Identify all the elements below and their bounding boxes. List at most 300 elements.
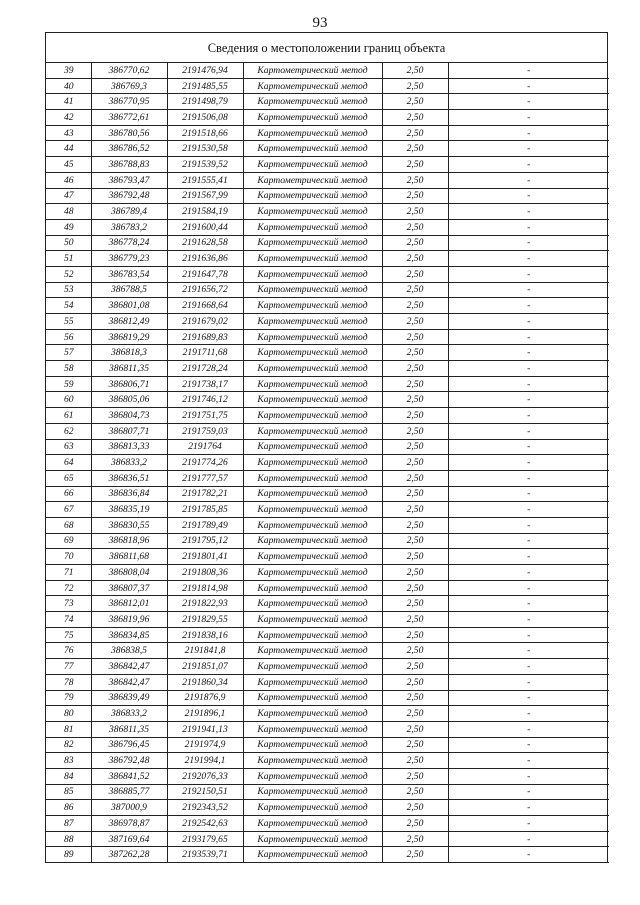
cell-accuracy: 2,50 (382, 266, 448, 282)
cell-coord-y: 2191728,24 (167, 361, 243, 377)
cell-coord-y: 2191896,1 (167, 706, 243, 722)
cell-description: - (448, 63, 609, 78)
table-row (46, 470, 609, 486)
cell-point-number: 59 (46, 376, 91, 392)
cell-coord-x: 387169,64 (91, 831, 167, 847)
page-number: 93 (312, 15, 328, 31)
cell-description: - (448, 831, 609, 847)
cell-point-number: 81 (46, 721, 91, 737)
cell-description: - (448, 172, 609, 188)
table-row (46, 627, 609, 643)
cell-description: - (448, 816, 609, 832)
table-row (46, 157, 609, 173)
cell-point-number: 60 (46, 392, 91, 408)
cell-point-number: 50 (46, 235, 91, 251)
cell-method: Картометрический метод (243, 298, 382, 314)
cell-coord-x: 386833,2 (91, 706, 167, 722)
cell-description: - (448, 565, 609, 581)
table-row (46, 565, 609, 581)
cell-method: Картометрический метод (243, 94, 382, 110)
cell-method: Картометрический метод (243, 565, 382, 581)
cell-method: Картометрический метод (243, 690, 382, 706)
section-title: Сведения о местоположении границ объекта (46, 33, 607, 63)
cell-coord-y: 2191738,17 (167, 376, 243, 392)
cell-method: Картометрический метод (243, 188, 382, 204)
table-row (46, 141, 609, 157)
cell-description: - (448, 470, 609, 486)
cell-point-number: 63 (46, 439, 91, 455)
cell-method: Картометрический метод (243, 659, 382, 675)
cell-coord-x: 386811,35 (91, 361, 167, 377)
cell-accuracy: 2,50 (382, 235, 448, 251)
cell-accuracy: 2,50 (382, 502, 448, 518)
cell-coord-y: 2191584,19 (167, 204, 243, 220)
cell-method: Картометрический метод (243, 172, 382, 188)
cell-coord-y: 2191600,44 (167, 219, 243, 235)
cell-description: - (448, 753, 609, 769)
cell-accuracy: 2,50 (382, 110, 448, 126)
cell-description: - (448, 235, 609, 251)
table-row (46, 172, 609, 188)
table-row (46, 439, 609, 455)
cell-description: - (448, 219, 609, 235)
cell-accuracy: 2,50 (382, 78, 448, 94)
cell-description: - (448, 157, 609, 173)
cell-method: Картометрический метод (243, 392, 382, 408)
boundary-coordinates-sheet (45, 32, 608, 863)
cell-coord-y: 2192542,63 (167, 816, 243, 832)
table-row (46, 188, 609, 204)
cell-point-number: 54 (46, 298, 91, 314)
cell-accuracy: 2,50 (382, 486, 448, 502)
cell-accuracy: 2,50 (382, 784, 448, 800)
table-row (46, 219, 609, 235)
cell-method: Картометрический метод (243, 627, 382, 643)
cell-accuracy: 2,50 (382, 172, 448, 188)
cell-accuracy: 2,50 (382, 423, 448, 439)
cell-point-number: 65 (46, 470, 91, 486)
cell-accuracy: 2,50 (382, 768, 448, 784)
cell-point-number: 87 (46, 816, 91, 832)
cell-description: - (448, 251, 609, 267)
cell-method: Картометрический метод (243, 721, 382, 737)
cell-description: - (448, 502, 609, 518)
cell-coord-x: 386836,84 (91, 486, 167, 502)
table-row (46, 329, 609, 345)
cell-coord-y: 2191518,66 (167, 125, 243, 141)
cell-accuracy: 2,50 (382, 831, 448, 847)
cell-point-number: 85 (46, 784, 91, 800)
cell-description: - (448, 517, 609, 533)
cell-description: - (448, 721, 609, 737)
table-row (46, 768, 609, 784)
cell-description: - (448, 737, 609, 753)
cell-method: Картометрический метод (243, 361, 382, 377)
cell-accuracy: 2,50 (382, 643, 448, 659)
cell-coord-x: 386833,2 (91, 455, 167, 471)
cell-point-number: 73 (46, 596, 91, 612)
cell-point-number: 48 (46, 204, 91, 220)
cell-coord-x: 386778,24 (91, 235, 167, 251)
cell-description: - (448, 361, 609, 377)
table-row (46, 659, 609, 675)
cell-point-number: 57 (46, 345, 91, 361)
cell-accuracy: 2,50 (382, 204, 448, 220)
cell-accuracy: 2,50 (382, 847, 448, 863)
cell-method: Картометрический метод (243, 204, 382, 220)
table-row (46, 361, 609, 377)
cell-method: Картометрический метод (243, 706, 382, 722)
cell-point-number: 79 (46, 690, 91, 706)
cell-coord-x: 386788,83 (91, 157, 167, 173)
cell-accuracy: 2,50 (382, 674, 448, 690)
cell-description: - (448, 376, 609, 392)
cell-accuracy: 2,50 (382, 816, 448, 832)
cell-accuracy: 2,50 (382, 690, 448, 706)
cell-accuracy: 2,50 (382, 800, 448, 816)
cell-method: Картометрический метод (243, 517, 382, 533)
cell-coord-x: 386789,4 (91, 204, 167, 220)
cell-coord-x: 386792,48 (91, 188, 167, 204)
cell-coord-x: 386770,62 (91, 63, 167, 78)
cell-coord-x: 386804,73 (91, 408, 167, 424)
cell-coord-y: 2193179,65 (167, 831, 243, 847)
cell-description: - (448, 188, 609, 204)
cell-description: - (448, 329, 609, 345)
cell-accuracy: 2,50 (382, 314, 448, 330)
cell-description: - (448, 78, 609, 94)
cell-coord-y: 2191530,58 (167, 141, 243, 157)
cell-point-number: 68 (46, 517, 91, 533)
cell-accuracy: 2,50 (382, 439, 448, 455)
cell-accuracy: 2,50 (382, 517, 448, 533)
cell-method: Картометрический метод (243, 831, 382, 847)
cell-accuracy: 2,50 (382, 392, 448, 408)
cell-method: Картометрический метод (243, 125, 382, 141)
cell-description: - (448, 784, 609, 800)
cell-coord-x: 386808,04 (91, 565, 167, 581)
cell-coord-y: 2191777,57 (167, 470, 243, 486)
table-row (46, 408, 609, 424)
cell-coord-y: 2191476,94 (167, 63, 243, 78)
cell-coord-y: 2193539,71 (167, 847, 243, 863)
coordinates-table-body (46, 63, 609, 863)
coordinates-table (46, 63, 609, 863)
table-row (46, 423, 609, 439)
cell-coord-y: 2191656,72 (167, 282, 243, 298)
cell-accuracy: 2,50 (382, 361, 448, 377)
cell-point-number: 84 (46, 768, 91, 784)
cell-point-number: 83 (46, 753, 91, 769)
cell-method: Картометрический метод (243, 816, 382, 832)
cell-coord-x: 386807,71 (91, 423, 167, 439)
cell-coord-y: 2191795,12 (167, 533, 243, 549)
cell-point-number: 47 (46, 188, 91, 204)
cell-point-number: 39 (46, 63, 91, 78)
cell-description: - (448, 345, 609, 361)
cell-point-number: 55 (46, 314, 91, 330)
cell-coord-x: 386978,87 (91, 816, 167, 832)
table-row (46, 706, 609, 722)
cell-coord-x: 386811,35 (91, 721, 167, 737)
table-row (46, 533, 609, 549)
cell-method: Картометрический метод (243, 439, 382, 455)
cell-coord-y: 2191838,16 (167, 627, 243, 643)
cell-coord-y: 2191647,78 (167, 266, 243, 282)
cell-coord-x: 386786,52 (91, 141, 167, 157)
cell-point-number: 58 (46, 361, 91, 377)
table-row (46, 314, 609, 330)
cell-accuracy: 2,50 (382, 549, 448, 565)
cell-coord-y: 2191751,75 (167, 408, 243, 424)
table-row (46, 376, 609, 392)
cell-point-number: 67 (46, 502, 91, 518)
cell-method: Картометрический метод (243, 470, 382, 486)
cell-coord-y: 2191789,49 (167, 517, 243, 533)
table-row (46, 784, 609, 800)
cell-accuracy: 2,50 (382, 596, 448, 612)
table-row (46, 737, 609, 753)
cell-description: - (448, 612, 609, 628)
cell-method: Картометрический метод (243, 533, 382, 549)
cell-point-number: 66 (46, 486, 91, 502)
cell-description: - (448, 627, 609, 643)
cell-accuracy: 2,50 (382, 470, 448, 486)
cell-coord-x: 386796,45 (91, 737, 167, 753)
cell-coord-y: 2191841,8 (167, 643, 243, 659)
table-row (46, 721, 609, 737)
cell-coord-x: 386819,96 (91, 612, 167, 628)
cell-coord-y: 2191801,41 (167, 549, 243, 565)
cell-description: - (448, 800, 609, 816)
cell-coord-x: 386842,47 (91, 659, 167, 675)
cell-description: - (448, 847, 609, 863)
cell-coord-x: 386835,19 (91, 502, 167, 518)
cell-point-number: 77 (46, 659, 91, 675)
cell-coord-y: 2191860,34 (167, 674, 243, 690)
cell-coord-y: 2191679,02 (167, 314, 243, 330)
cell-method: Картометрический метод (243, 376, 382, 392)
cell-point-number: 53 (46, 282, 91, 298)
cell-method: Картометрический метод (243, 800, 382, 816)
cell-description: - (448, 125, 609, 141)
cell-coord-x: 386818,96 (91, 533, 167, 549)
table-row (46, 298, 609, 314)
cell-accuracy: 2,50 (382, 659, 448, 675)
table-row (46, 816, 609, 832)
cell-accuracy: 2,50 (382, 627, 448, 643)
cell-point-number: 74 (46, 612, 91, 628)
cell-coord-x: 386812,49 (91, 314, 167, 330)
cell-coord-y: 2191764 (167, 439, 243, 455)
cell-description: - (448, 392, 609, 408)
cell-coord-x: 386806,71 (91, 376, 167, 392)
cell-coord-x: 386838,5 (91, 643, 167, 659)
cell-method: Картометрический метод (243, 784, 382, 800)
table-row (46, 580, 609, 596)
cell-coord-y: 2191746,12 (167, 392, 243, 408)
cell-method: Картометрический метод (243, 674, 382, 690)
cell-coord-x: 386792,48 (91, 753, 167, 769)
table-row (46, 455, 609, 471)
cell-coord-y: 2191689,83 (167, 329, 243, 345)
cell-coord-y: 2191785,85 (167, 502, 243, 518)
cell-point-number: 43 (46, 125, 91, 141)
cell-accuracy: 2,50 (382, 63, 448, 78)
cell-point-number: 52 (46, 266, 91, 282)
cell-coord-x: 386788,5 (91, 282, 167, 298)
cell-accuracy: 2,50 (382, 737, 448, 753)
cell-method: Картометрический метод (243, 157, 382, 173)
cell-coord-x: 386836,51 (91, 470, 167, 486)
cell-description: - (448, 690, 609, 706)
cell-coord-y: 2191628,58 (167, 235, 243, 251)
cell-coord-x: 386830,55 (91, 517, 167, 533)
cell-point-number: 69 (46, 533, 91, 549)
cell-accuracy: 2,50 (382, 298, 448, 314)
cell-method: Картометрический метод (243, 314, 382, 330)
cell-point-number: 49 (46, 219, 91, 235)
cell-accuracy: 2,50 (382, 721, 448, 737)
cell-point-number: 88 (46, 831, 91, 847)
cell-point-number: 72 (46, 580, 91, 596)
table-row (46, 486, 609, 502)
cell-accuracy: 2,50 (382, 408, 448, 424)
cell-accuracy: 2,50 (382, 251, 448, 267)
cell-coord-x: 386842,47 (91, 674, 167, 690)
cell-method: Картометрический метод (243, 737, 382, 753)
cell-description: - (448, 423, 609, 439)
cell-accuracy: 2,50 (382, 565, 448, 581)
table-row (46, 831, 609, 847)
cell-accuracy: 2,50 (382, 345, 448, 361)
cell-method: Картометрический метод (243, 643, 382, 659)
cell-point-number: 75 (46, 627, 91, 643)
cell-point-number: 70 (46, 549, 91, 565)
cell-coord-y: 2191876,9 (167, 690, 243, 706)
cell-point-number: 71 (46, 565, 91, 581)
table-row (46, 110, 609, 126)
cell-coord-y: 2192343,52 (167, 800, 243, 816)
cell-coord-y: 2191555,41 (167, 172, 243, 188)
table-row (46, 643, 609, 659)
cell-description: - (448, 282, 609, 298)
table-row (46, 204, 609, 220)
cell-method: Картометрический метод (243, 282, 382, 298)
cell-coord-x: 386812,01 (91, 596, 167, 612)
cell-description: - (448, 314, 609, 330)
cell-point-number: 82 (46, 737, 91, 753)
cell-description: - (448, 266, 609, 282)
cell-coord-x: 386770,95 (91, 94, 167, 110)
cell-coord-y: 2191711,68 (167, 345, 243, 361)
cell-method: Картометрический метод (243, 423, 382, 439)
cell-description: - (448, 486, 609, 502)
cell-coord-x: 386811,68 (91, 549, 167, 565)
cell-accuracy: 2,50 (382, 188, 448, 204)
cell-description: - (448, 643, 609, 659)
table-row (46, 674, 609, 690)
cell-coord-x: 386807,37 (91, 580, 167, 596)
cell-method: Картометрический метод (243, 235, 382, 251)
table-row (46, 266, 609, 282)
cell-accuracy: 2,50 (382, 455, 448, 471)
cell-point-number: 44 (46, 141, 91, 157)
table-row (46, 596, 609, 612)
cell-point-number: 76 (46, 643, 91, 659)
table-row (46, 753, 609, 769)
cell-coord-y: 2191814,98 (167, 580, 243, 596)
cell-description: - (448, 549, 609, 565)
cell-method: Картометрический метод (243, 753, 382, 769)
cell-coord-y: 2191808,36 (167, 565, 243, 581)
cell-coord-y: 2191822,93 (167, 596, 243, 612)
cell-accuracy: 2,50 (382, 706, 448, 722)
cell-point-number: 56 (46, 329, 91, 345)
cell-method: Картометрический метод (243, 345, 382, 361)
cell-point-number: 89 (46, 847, 91, 863)
cell-coord-y: 2191506,08 (167, 110, 243, 126)
cell-description: - (448, 408, 609, 424)
cell-description: - (448, 706, 609, 722)
cell-coord-x: 387000,9 (91, 800, 167, 816)
cell-accuracy: 2,50 (382, 533, 448, 549)
cell-coord-y: 2192076,33 (167, 768, 243, 784)
cell-coord-y: 2191759,03 (167, 423, 243, 439)
cell-coord-y: 2191539,52 (167, 157, 243, 173)
cell-accuracy: 2,50 (382, 329, 448, 345)
cell-coord-x: 386885,77 (91, 784, 167, 800)
cell-method: Картометрический метод (243, 78, 382, 94)
cell-coord-y: 2191851,07 (167, 659, 243, 675)
cell-method: Картометрический метод (243, 219, 382, 235)
cell-method: Картометрический метод (243, 847, 382, 863)
table-row (46, 847, 609, 863)
cell-method: Картометрический метод (243, 141, 382, 157)
cell-description: - (448, 141, 609, 157)
cell-point-number: 41 (46, 94, 91, 110)
cell-coord-y: 2191782,21 (167, 486, 243, 502)
cell-coord-y: 2191829,55 (167, 612, 243, 628)
cell-accuracy: 2,50 (382, 141, 448, 157)
cell-description: - (448, 533, 609, 549)
cell-coord-x: 386834,85 (91, 627, 167, 643)
cell-accuracy: 2,50 (382, 282, 448, 298)
cell-method: Картометрический метод (243, 455, 382, 471)
cell-coord-x: 387262,28 (91, 847, 167, 863)
cell-method: Картометрический метод (243, 266, 382, 282)
cell-description: - (448, 455, 609, 471)
cell-point-number: 61 (46, 408, 91, 424)
table-row (46, 94, 609, 110)
cell-coord-y: 2191974,9 (167, 737, 243, 753)
cell-coord-x: 386783,2 (91, 219, 167, 235)
cell-coord-x: 386839,49 (91, 690, 167, 706)
cell-description: - (448, 659, 609, 675)
table-row (46, 549, 609, 565)
cell-point-number: 51 (46, 251, 91, 267)
cell-method: Картометрический метод (243, 502, 382, 518)
cell-description: - (448, 94, 609, 110)
cell-description: - (448, 596, 609, 612)
cell-coord-y: 2191668,64 (167, 298, 243, 314)
cell-coord-x: 386818,3 (91, 345, 167, 361)
cell-method: Картометрический метод (243, 408, 382, 424)
table-row (46, 63, 609, 78)
cell-accuracy: 2,50 (382, 753, 448, 769)
cell-description: - (448, 768, 609, 784)
cell-coord-x: 386780,56 (91, 125, 167, 141)
